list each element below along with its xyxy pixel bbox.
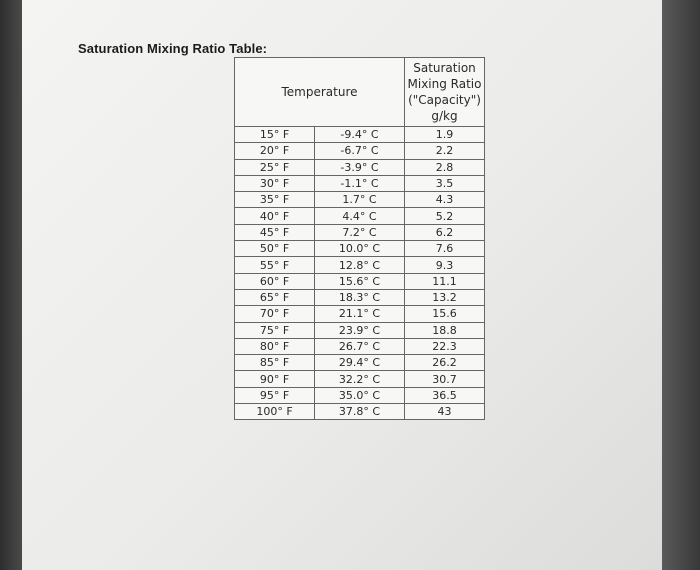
table-row bbox=[235, 322, 485, 338]
celsius-cell: 12.8° C bbox=[315, 257, 405, 273]
table-header bbox=[235, 58, 485, 127]
mixing-ratio-cell: 9.3 bbox=[405, 257, 485, 273]
mixing-ratio-cell: 11.1 bbox=[405, 273, 485, 289]
mixing-ratio-cell: 6.2 bbox=[405, 224, 485, 240]
fahrenheit-cell: 50° F bbox=[235, 241, 315, 257]
celsius-cell: 10.0° C bbox=[315, 241, 405, 257]
table-row bbox=[235, 355, 485, 371]
mixing-ratio-cell: 43 bbox=[405, 404, 485, 420]
celsius-cell: -6.7° C bbox=[315, 143, 405, 159]
fahrenheit-cell: 45° F bbox=[235, 224, 315, 240]
table-row bbox=[235, 387, 485, 403]
left-background-edge bbox=[0, 0, 22, 570]
mixing-ratio-cell: 1.9 bbox=[405, 127, 485, 143]
fahrenheit-cell: 55° F bbox=[235, 257, 315, 273]
fahrenheit-cell: 20° F bbox=[235, 143, 315, 159]
celsius-cell: 37.8° C bbox=[315, 404, 405, 420]
mixing-ratio-cell: 13.2 bbox=[405, 289, 485, 305]
table-row bbox=[235, 127, 485, 143]
fahrenheit-cell: 80° F bbox=[235, 338, 315, 354]
table-row bbox=[235, 208, 485, 224]
celsius-cell: 15.6° C bbox=[315, 273, 405, 289]
celsius-cell: 26.7° C bbox=[315, 338, 405, 354]
celsius-cell: 4.4° C bbox=[315, 208, 405, 224]
celsius-cell: -9.4° C bbox=[315, 127, 405, 143]
fahrenheit-cell: 100° F bbox=[235, 404, 315, 420]
fahrenheit-cell: 35° F bbox=[235, 192, 315, 208]
celsius-cell: -3.9° C bbox=[315, 159, 405, 175]
table-body bbox=[235, 127, 485, 420]
table-row bbox=[235, 289, 485, 305]
celsius-cell: 21.1° C bbox=[315, 306, 405, 322]
fahrenheit-cell: 90° F bbox=[235, 371, 315, 387]
celsius-cell: 29.4° C bbox=[315, 355, 405, 371]
table-row bbox=[235, 241, 485, 257]
mixing-ratio-cell: 18.8 bbox=[405, 322, 485, 338]
table-row bbox=[235, 224, 485, 240]
mixing-ratio-header bbox=[405, 58, 485, 127]
table-row bbox=[235, 338, 485, 354]
table-row bbox=[235, 159, 485, 175]
fahrenheit-cell: 70° F bbox=[235, 306, 315, 322]
table-row bbox=[235, 371, 485, 387]
mixing-ratio-cell: 4.3 bbox=[405, 192, 485, 208]
fahrenheit-cell: 15° F bbox=[235, 127, 315, 143]
fahrenheit-cell: 60° F bbox=[235, 273, 315, 289]
celsius-cell: 23.9° C bbox=[315, 322, 405, 338]
table-row bbox=[235, 192, 485, 208]
fahrenheit-cell: 25° F bbox=[235, 159, 315, 175]
fahrenheit-cell: 85° F bbox=[235, 355, 315, 371]
mixing-ratio-cell: 26.2 bbox=[405, 355, 485, 371]
fahrenheit-cell: 75° F bbox=[235, 322, 315, 338]
mixing-ratio-cell: 2.2 bbox=[405, 143, 485, 159]
mixing-ratio-header-line: ("Capacity") bbox=[408, 93, 481, 107]
mixing-ratio-cell: 15.6 bbox=[405, 306, 485, 322]
fahrenheit-cell: 65° F bbox=[235, 289, 315, 305]
table-row bbox=[235, 273, 485, 289]
table-title: Saturation Mixing Ratio Table: bbox=[78, 41, 268, 56]
table-row bbox=[235, 404, 485, 420]
mixing-ratio-cell: 22.3 bbox=[405, 338, 485, 354]
table-row bbox=[235, 143, 485, 159]
table-row bbox=[235, 257, 485, 273]
mixing-ratio-cell: 3.5 bbox=[405, 175, 485, 191]
table-row bbox=[235, 175, 485, 191]
mixing-ratio-cell: 7.6 bbox=[405, 241, 485, 257]
mixing-ratio-cell: 36.5 bbox=[405, 387, 485, 403]
celsius-cell: 18.3° C bbox=[315, 289, 405, 305]
fahrenheit-cell: 40° F bbox=[235, 208, 315, 224]
celsius-cell: 32.2° C bbox=[315, 371, 405, 387]
mixing-ratio-cell: 30.7 bbox=[405, 371, 485, 387]
mixing-ratio-cell: 2.8 bbox=[405, 159, 485, 175]
table-row bbox=[235, 306, 485, 322]
celsius-cell: 35.0° C bbox=[315, 387, 405, 403]
fahrenheit-cell: 95° F bbox=[235, 387, 315, 403]
temperature-header: Temperature bbox=[235, 58, 405, 127]
celsius-cell: 1.7° C bbox=[315, 192, 405, 208]
mixing-ratio-header-line: Saturation bbox=[413, 61, 476, 75]
celsius-cell: -1.1° C bbox=[315, 175, 405, 191]
saturation-mixing-ratio-table bbox=[234, 57, 485, 420]
celsius-cell: 7.2° C bbox=[315, 224, 405, 240]
fahrenheit-cell: 30° F bbox=[235, 175, 315, 191]
mixing-ratio-header-line: g/kg bbox=[431, 109, 458, 123]
right-background-edge bbox=[662, 0, 700, 570]
mixing-ratio-cell: 5.2 bbox=[405, 208, 485, 224]
mixing-ratio-header-line: Mixing Ratio bbox=[407, 77, 482, 91]
